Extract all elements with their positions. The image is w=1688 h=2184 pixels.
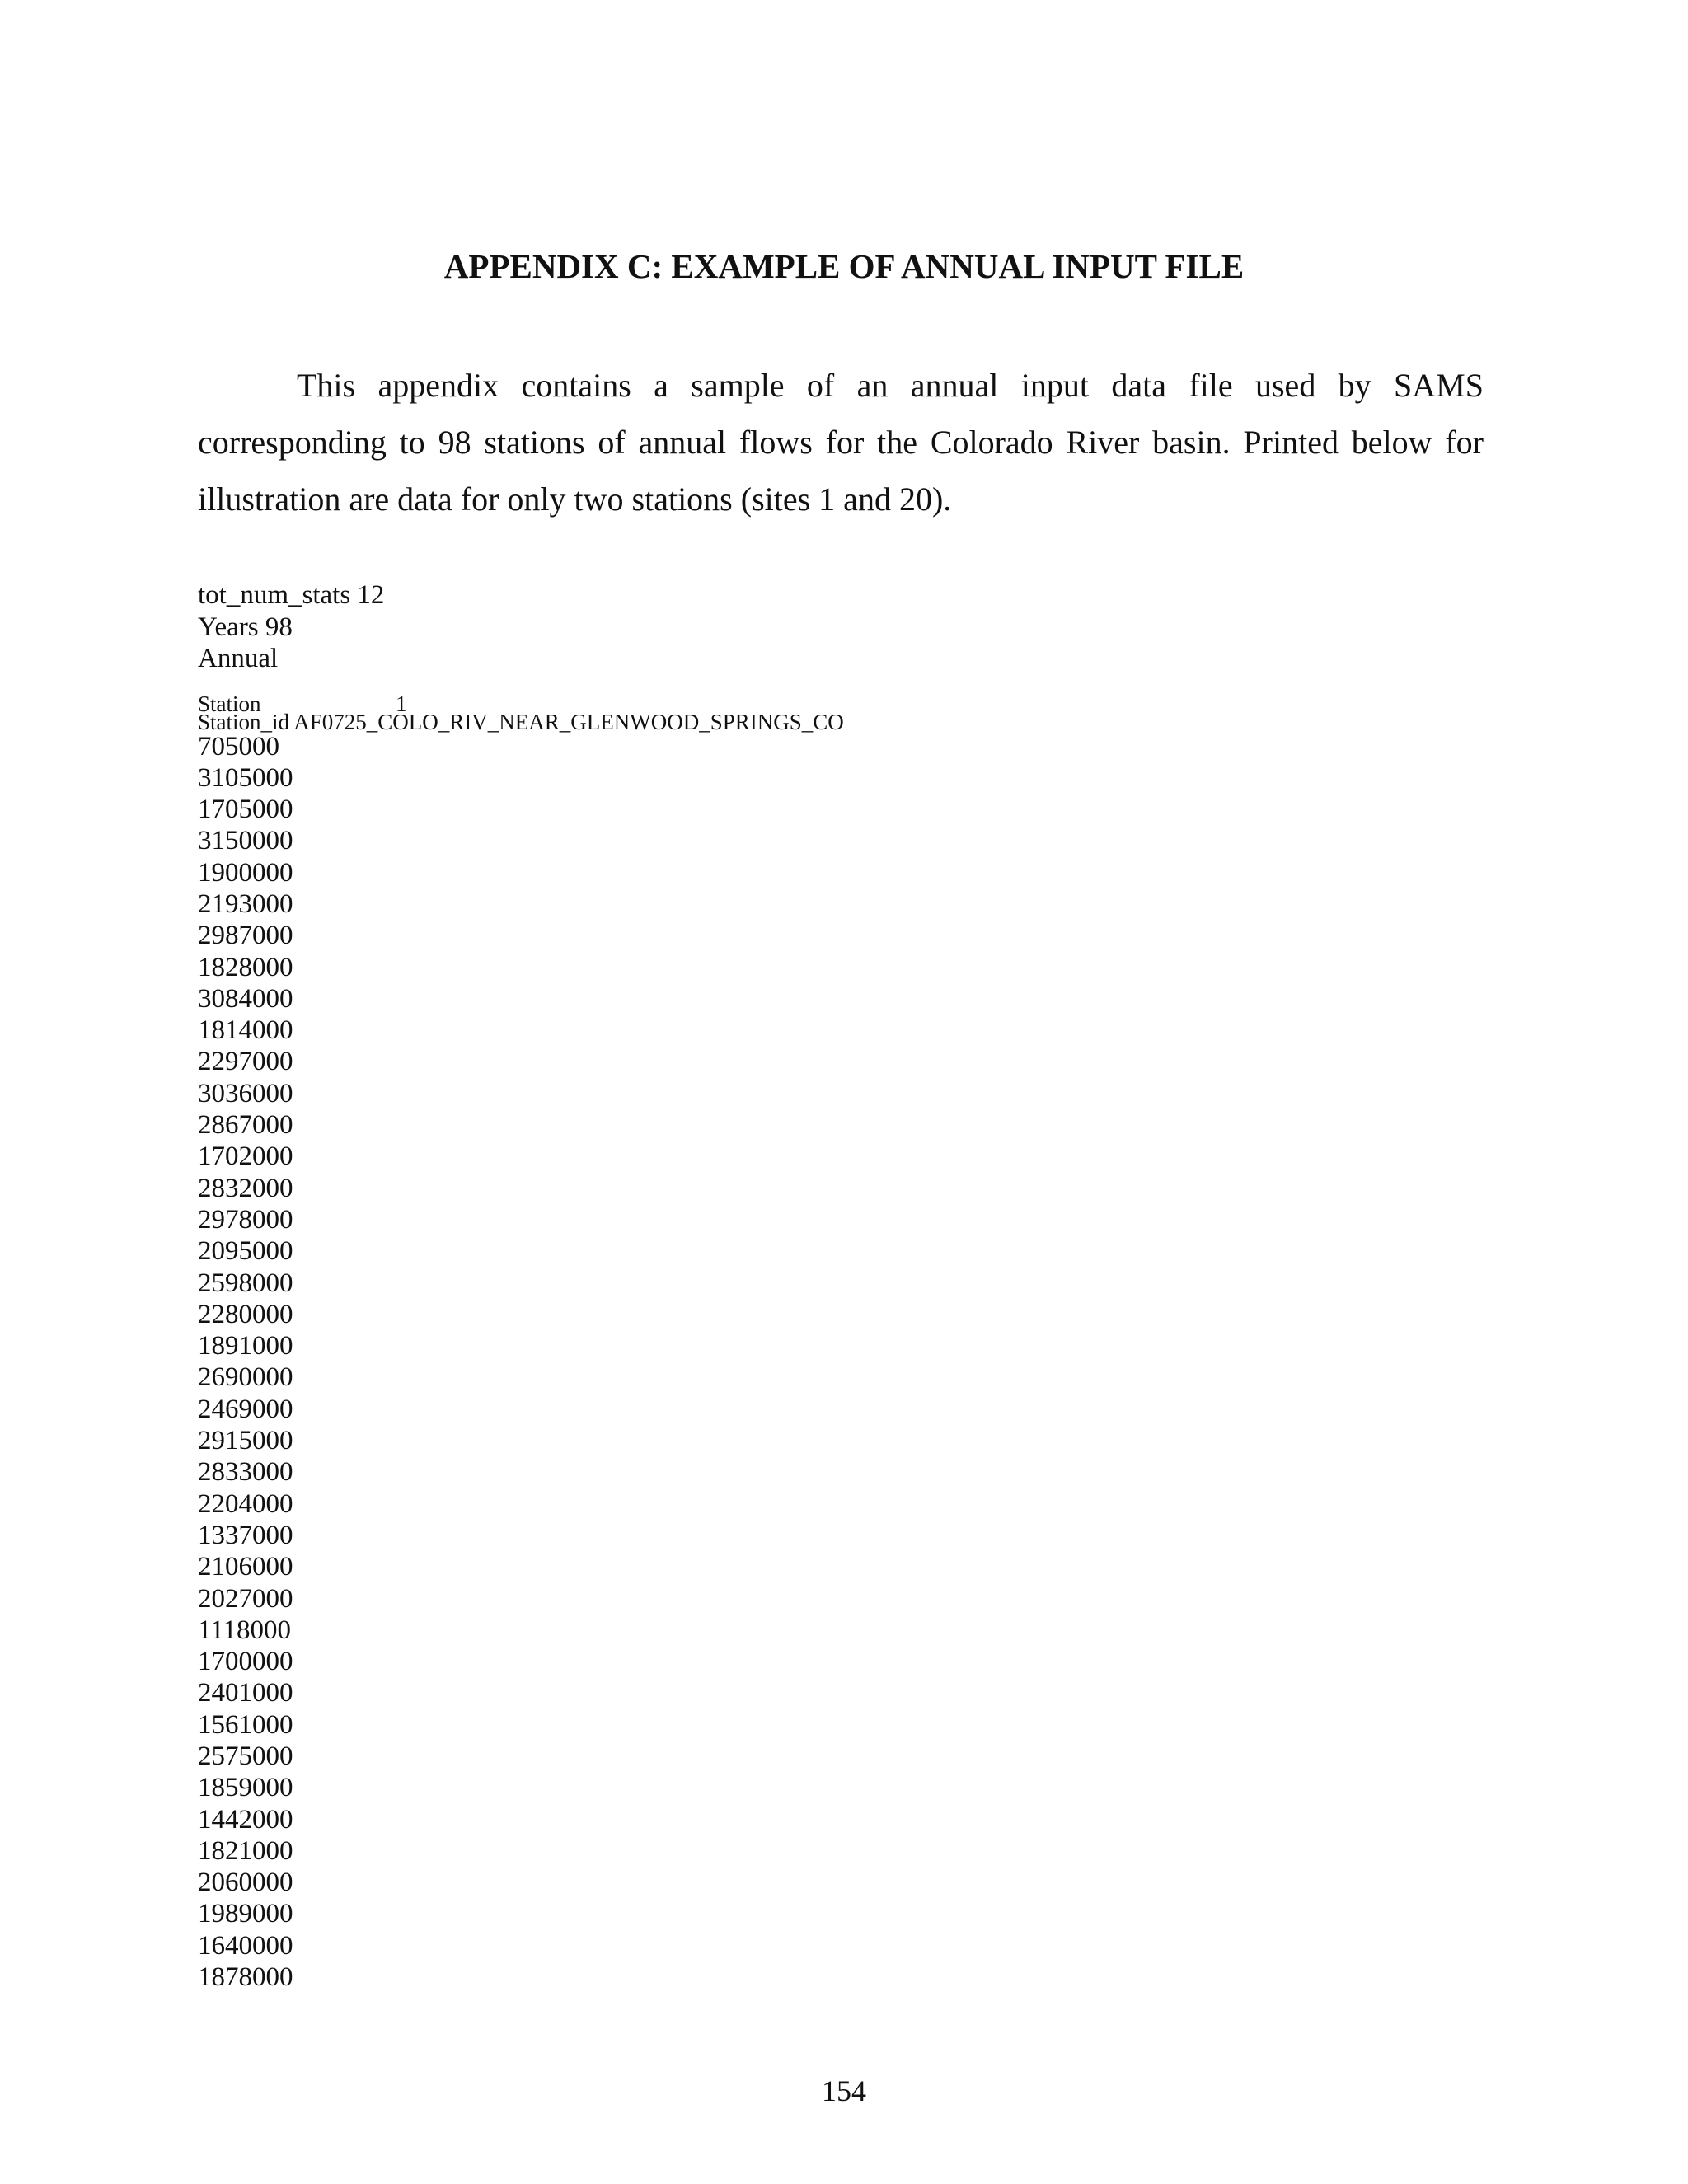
spacer bbox=[198, 675, 844, 695]
annual-flow-value: 2978000 bbox=[198, 1204, 293, 1235]
station-number: 1 bbox=[396, 691, 407, 716]
annual-flow-value: 1900000 bbox=[198, 857, 293, 888]
annual-flow-values bbox=[198, 731, 844, 1994]
input-file-listing bbox=[198, 579, 844, 1993]
years-line: Years 98 bbox=[198, 612, 293, 642]
annual-flow-value: 1561000 bbox=[198, 1709, 293, 1740]
appendix-title: APPENDIX C: EXAMPLE OF ANNUAL INPUT FILE bbox=[443, 247, 1245, 285]
annual-flow-value: 3105000 bbox=[198, 762, 293, 793]
station-label: Station bbox=[198, 691, 261, 716]
annual-flow-value: 2193000 bbox=[198, 888, 293, 919]
annual-flow-value: 1859000 bbox=[198, 1773, 293, 1803]
annual-flow-value: 2915000 bbox=[198, 1426, 293, 1456]
station-id-label: Station_id bbox=[198, 709, 290, 734]
annual-flow-value: 2204000 bbox=[198, 1488, 293, 1519]
annual-flow-value: 2832000 bbox=[198, 1173, 293, 1203]
annual-flow-value: 2833000 bbox=[198, 1457, 293, 1488]
annual-flow-value: 1891000 bbox=[198, 1331, 293, 1361]
annual-flow-value: 1828000 bbox=[198, 952, 293, 982]
annual-flow-value: 2867000 bbox=[198, 1110, 293, 1141]
annual-flow-value: 1821000 bbox=[198, 1835, 293, 1866]
total-stations-line: tot_num_stats 12 bbox=[198, 580, 385, 610]
annual-flow-value: 2106000 bbox=[198, 1552, 293, 1582]
annual-flow-value: 2987000 bbox=[198, 921, 293, 951]
intro-text: This appendix contains a sample of an annual input data file used by SAMS corresponding to 98 stations of annual flows for the Colorado River basin. Printed below for illustration are data for only two stations (sites 1 and 20). bbox=[198, 367, 1484, 518]
page-number: 154 bbox=[822, 2074, 866, 2107]
annual-flow-value: 1337000 bbox=[198, 1520, 293, 1550]
annual-flow-value: 3036000 bbox=[198, 1078, 293, 1108]
annual-flow-value: 1705000 bbox=[198, 794, 293, 825]
station-id-value: AF0725_COLO_RIV_NEAR_GLENWOOD_SPRINGS_CO bbox=[293, 709, 844, 734]
annual-flow-value: 1989000 bbox=[198, 1899, 293, 1929]
annual-flow-value: 1878000 bbox=[198, 1962, 293, 1993]
station-id-line bbox=[198, 709, 844, 734]
annual-flow-value: 2690000 bbox=[198, 1362, 293, 1393]
annual-flow-value: 2469000 bbox=[198, 1394, 293, 1424]
annual-flow-value: 1118000 bbox=[198, 1615, 292, 1645]
annual-flow-value: 705000 bbox=[198, 731, 279, 762]
annual-flow-value: 2280000 bbox=[198, 1299, 293, 1329]
intro-paragraph bbox=[198, 357, 1484, 527]
annual-flow-value: 3084000 bbox=[198, 983, 293, 1014]
annual-flow-value: 1640000 bbox=[198, 1930, 293, 1961]
annual-flow-value: 3150000 bbox=[198, 826, 293, 856]
annual-flow-value: 1702000 bbox=[198, 1141, 293, 1172]
annual-flow-value: 2575000 bbox=[198, 1741, 293, 1771]
annual-flow-value: 2060000 bbox=[198, 1868, 293, 1898]
annual-flow-value: 2095000 bbox=[198, 1236, 293, 1267]
period-line: Annual bbox=[198, 644, 279, 673]
annual-flow-value: 2027000 bbox=[198, 1583, 293, 1614]
annual-flow-value: 2297000 bbox=[198, 1047, 293, 1077]
annual-flow-value: 1700000 bbox=[198, 1647, 293, 1677]
annual-flow-value: 1814000 bbox=[198, 1015, 293, 1046]
annual-flow-value: 2598000 bbox=[198, 1268, 293, 1298]
annual-flow-value: 2401000 bbox=[198, 1678, 293, 1708]
annual-flow-value: 1442000 bbox=[198, 1804, 293, 1835]
